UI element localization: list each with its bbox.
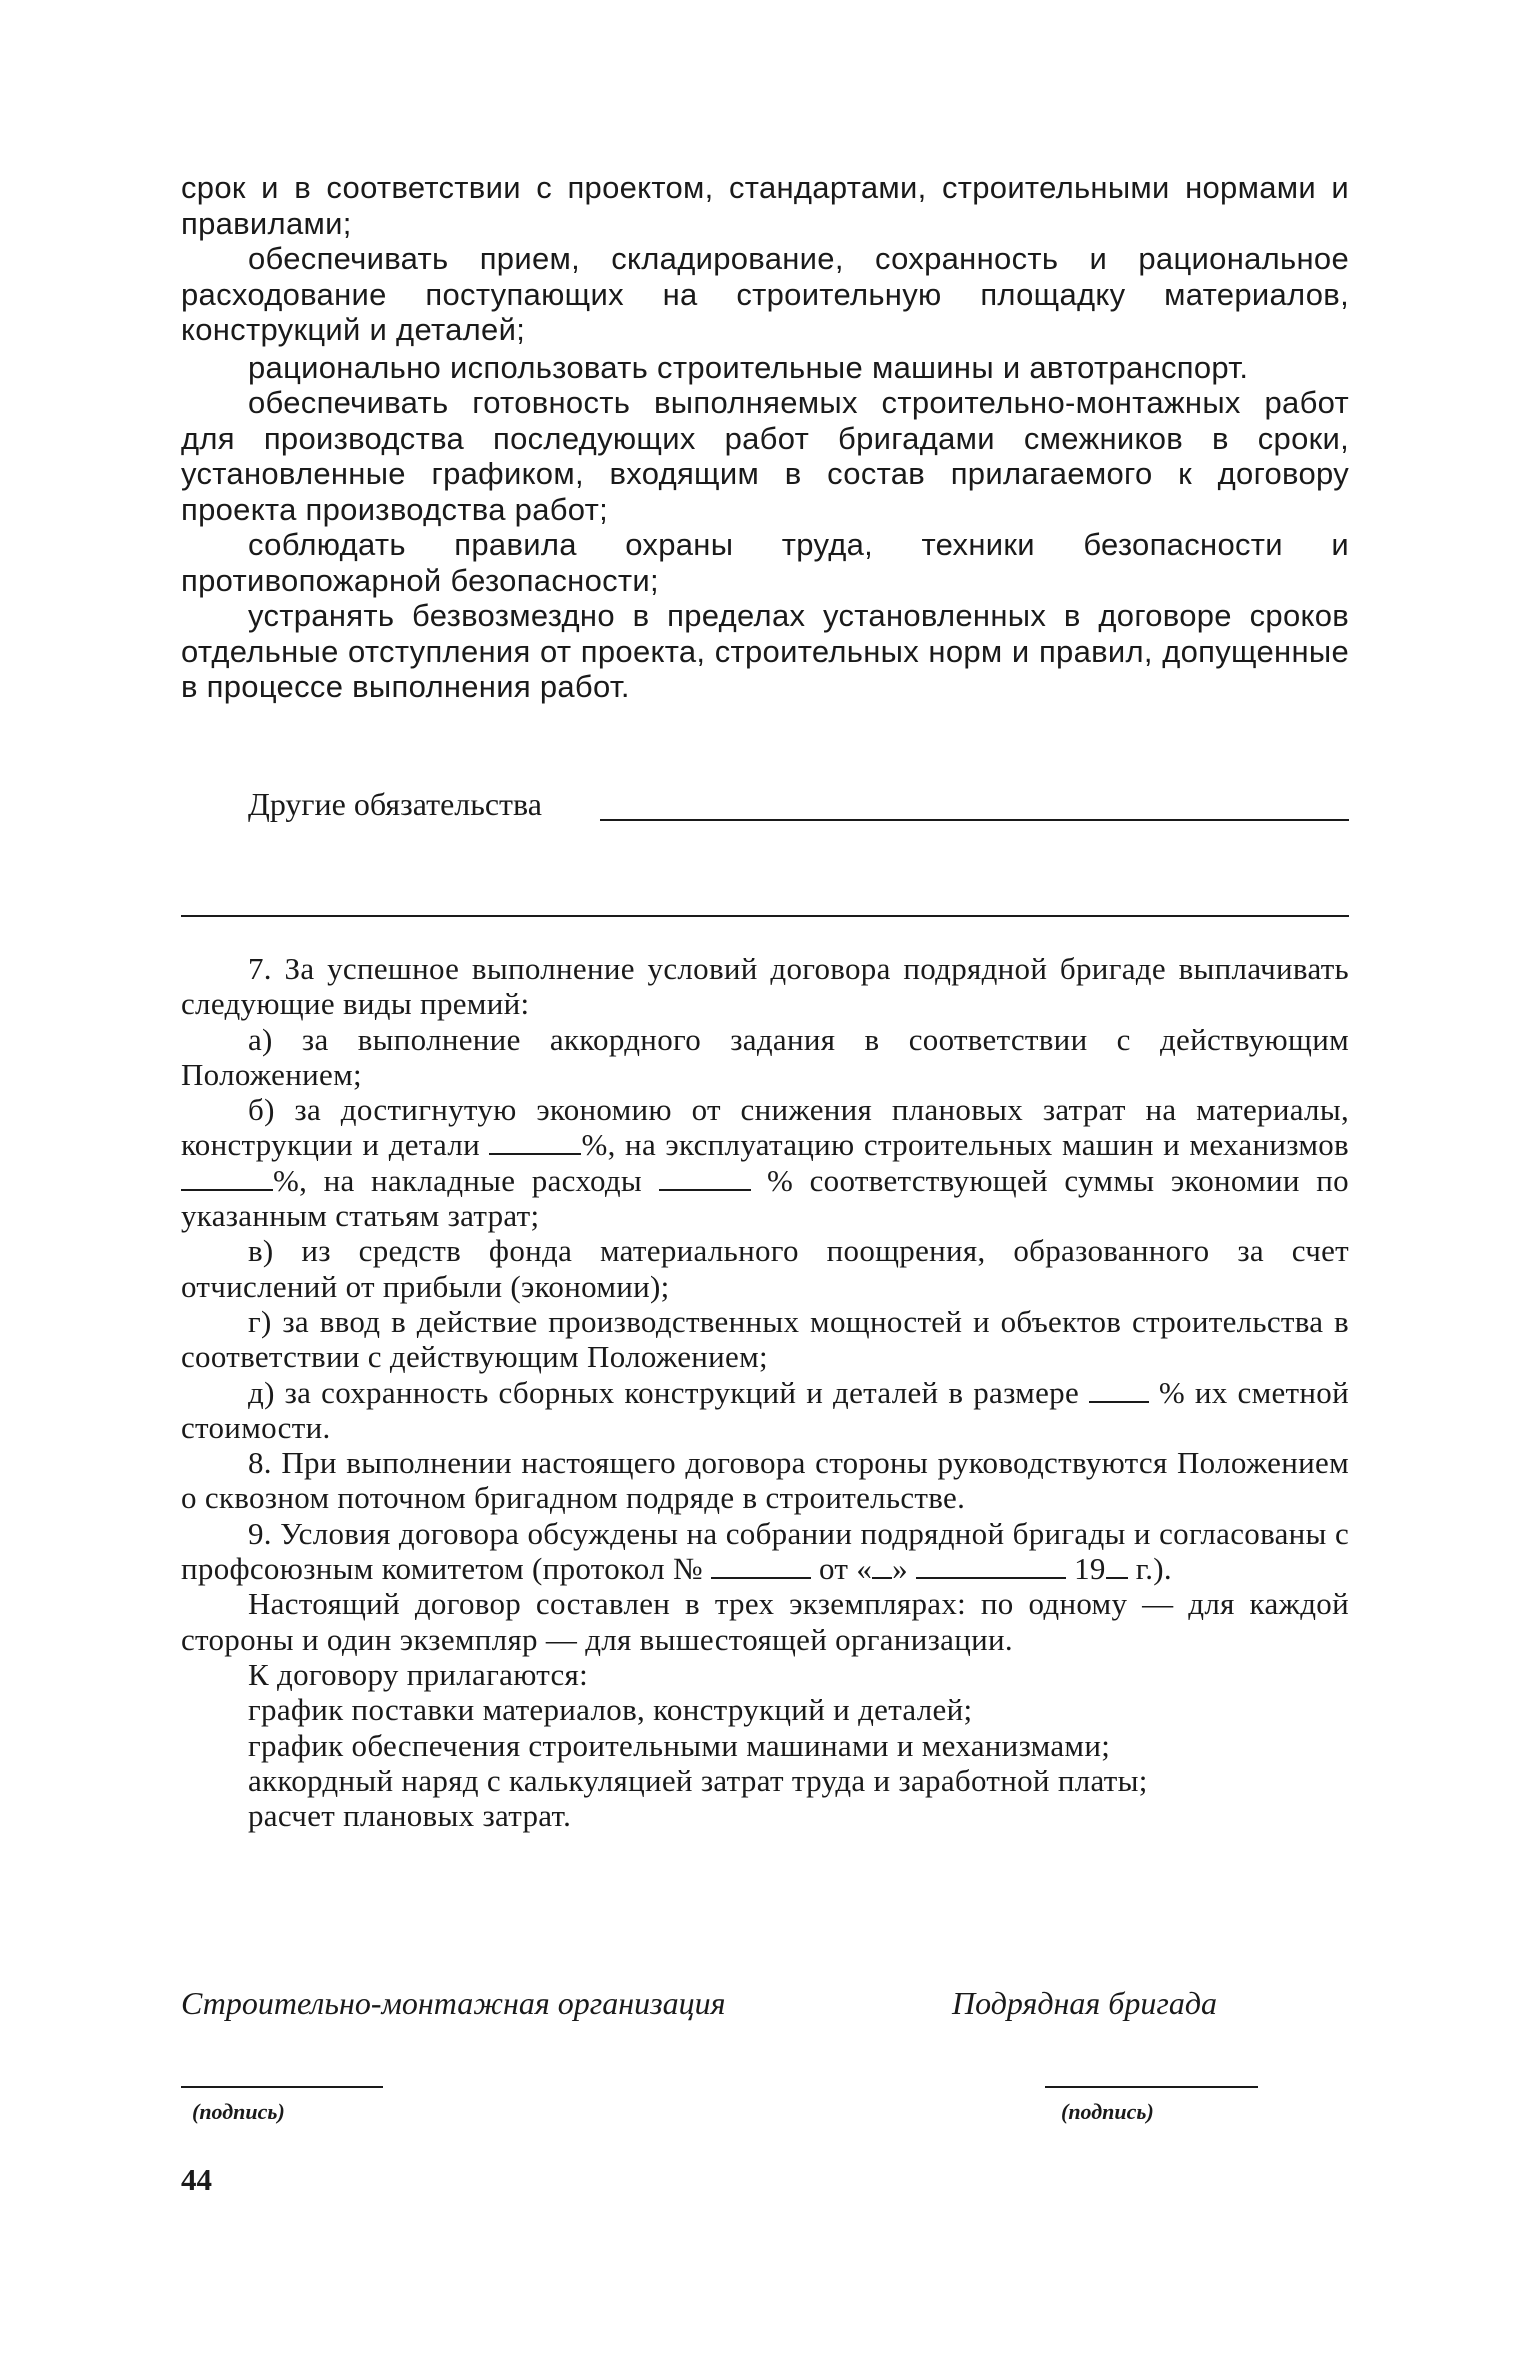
- bonus-item-g: г) за ввод в действие производственных мощностей и объектов строительства в соответствии с действующим Положением;: [181, 1303, 1349, 1375]
- paragraph: рационально использовать строительные машины и автотранспорт.: [248, 349, 1249, 385]
- attachment-item: аккордный наряд с калькуляцией затрат труда и заработной платы;: [248, 1762, 1148, 1798]
- paragraph: соблюдать правила охраны труда, техники безопасности и противопожарной безопасности;: [181, 527, 1349, 598]
- contractor-signature-label: Строительно-монтажная организация: [181, 1985, 726, 2021]
- section-9-text: 9. Условия договора обсуждены на собрании подрядной бригады и согласованы с профсоюзным комитетом (протокол №: [181, 1515, 1349, 1587]
- date-close-quote: »: [892, 1551, 908, 1587]
- page-number: 44: [181, 2162, 212, 2197]
- contractor-signature-line: [181, 2086, 383, 2088]
- bonus-b-text-3: %, на накладные расходы: [273, 1162, 643, 1198]
- section-8: 8. При выполнении настоящего договора стороны руководствуются Положением о сквозном поточном бригадном подряде в строительстве.: [181, 1445, 1349, 1516]
- paragraph: обеспечивать прием, складирование, сохранность и рациональное расходование поступающих на строительную площадку материалов, конструкций и деталей;: [181, 241, 1349, 347]
- bonus-item-a: а) за выполнение аккордного задания в соответствии с действующим Положением;: [181, 1021, 1349, 1092]
- paragraph: устранять безвозмездно в пределах установленных в договоре сроков отдельные отступления от проекта, строительных норм и правил, допущенные в процессе выполнения работ.: [181, 598, 1349, 704]
- bonus-b-text-2: %, на эксплуатацию строительных машин и механизмов: [581, 1127, 1349, 1163]
- bonus-item-b: [181, 1092, 1349, 1233]
- attachment-item: график обеспечения строительными машинами и механизмами;: [248, 1727, 1111, 1763]
- date-year-prefix: 19: [1074, 1551, 1106, 1587]
- brigade-signature-line: [1045, 2086, 1258, 2088]
- bonus-item-v: в) из средств фонда материального поощрения, образованного за счет отчислений от прибыли (экономии);: [181, 1233, 1349, 1304]
- section-9-from: от: [819, 1551, 849, 1587]
- section-7: 7. За успешное выполнение условий договора подрядной бригаде выплачивать следующие виды премий:: [181, 951, 1349, 1022]
- bonus-d-text-1: д) за сохранность сборных конструкций и деталей в размере: [248, 1374, 1080, 1410]
- paragraph: срок и в соответствии с проектом, стандартами, строительными нормами и правилами;: [181, 170, 1349, 241]
- bonus-b-text-1: б) за достигнутую экономию от снижения плановых затрат на материалы, конструкции и детали: [181, 1092, 1349, 1163]
- other-obligations-label: Другие обязательства: [248, 786, 542, 822]
- obligations-list: [181, 170, 1349, 705]
- attachment-item: расчет плановых затрат.: [248, 1798, 572, 1834]
- attachments-heading: К договору прилагаются:: [248, 1656, 588, 1692]
- blank-field: [659, 1165, 751, 1191]
- copies-paragraph: Настоящий договор составлен в трех экземплярах: по одному — для каждой стороны и один экземпляр — для вышестоящей организации.: [181, 1586, 1349, 1657]
- brigade-signature-caption: (подпись): [1061, 2099, 1154, 2124]
- date-year-suffix: г.).: [1135, 1551, 1172, 1587]
- bonus-b-text-4: % соответствующей суммы экономии по указанным статьям затрат;: [181, 1162, 1349, 1234]
- other-obligations-line: [600, 819, 1349, 821]
- date-day-field: [872, 1553, 892, 1579]
- other-obligations-line-2: [181, 915, 1349, 917]
- date-month-field: [916, 1553, 1066, 1579]
- bonus-section: [181, 951, 1349, 1833]
- bonus-item-d: [181, 1375, 1349, 1446]
- paragraph: обеспечивать готовность выполняемых строительно-монтажных работ для производства последующих работ бригадами смежников в сроки, установленные графиком, входящим в состав прилагаемого к договору проекта производства работ;: [181, 385, 1349, 527]
- blank-field: [181, 1165, 273, 1191]
- contractor-signature-caption: (подпись): [192, 2099, 285, 2124]
- bonus-d-text-2: % их сметной стоимости.: [181, 1374, 1349, 1445]
- protocol-number-field: [711, 1553, 811, 1579]
- blank-field: [489, 1129, 581, 1155]
- brigade-signature-label: Подрядная бригада: [952, 1985, 1218, 2021]
- date-year-field: [1106, 1553, 1128, 1579]
- attachment-item: график поставки материалов, конструкций и деталей;: [248, 1692, 973, 1728]
- section-9: [181, 1516, 1349, 1587]
- blank-field: [1089, 1377, 1149, 1403]
- date-open-quote: «: [856, 1551, 873, 1587]
